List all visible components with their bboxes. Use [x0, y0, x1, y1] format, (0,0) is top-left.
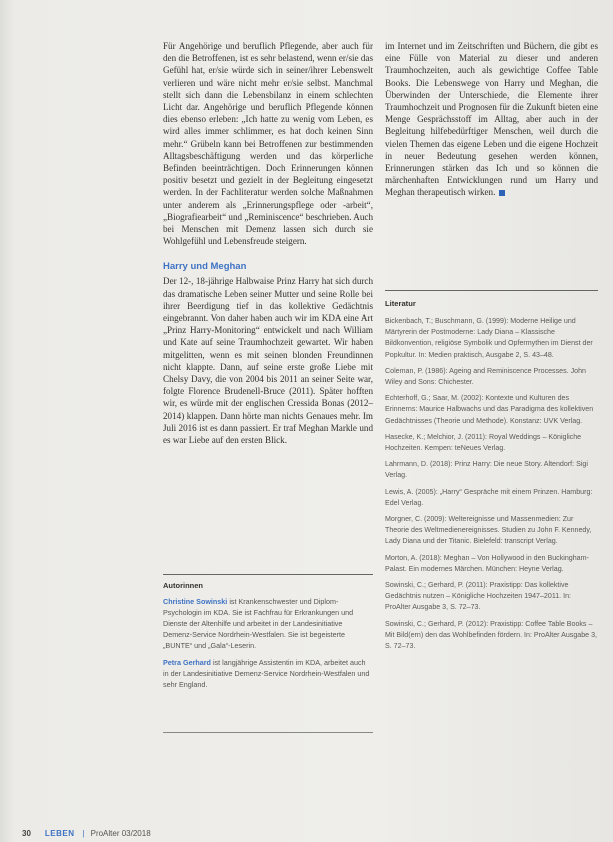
- literature-title: Literatur: [385, 299, 416, 308]
- author-bio: ist langjährige Assistentin im KDA, arbeitet auch in der Landesinitiative Demenz-Service Nordrhein-Westfalen und sehr England.: [163, 658, 370, 689]
- divider: [163, 732, 373, 733]
- literature-entry: Sowinski, C.; Gerhard, P. (2012): Praxistipp: Coffee Table Books – Mit Bild(ern) den das Wohlbefinden fördern. In: ProAlter Ausgabe 3, S. 72–73.: [385, 619, 598, 651]
- author-name: Petra Gerhard: [163, 658, 211, 667]
- author-entry: [163, 596, 373, 651]
- literature-box: [385, 290, 598, 657]
- footer-separator: |: [82, 828, 85, 838]
- literature-entry: Morton, A. (2018): Meghan – Von Hollywood in den Buckingham-Palast. Ein modernes Märchen. München: Heyne Verlag.: [385, 553, 589, 573]
- authors-box: [163, 574, 373, 696]
- left-column: [163, 40, 373, 446]
- literature-entry: Lewis, A. (2005): „Harry“ Gespräche mit einem Prinzen. Hamburg: Edel Verlag.: [385, 487, 593, 507]
- body-paragraph: [385, 40, 598, 199]
- author-entry: [163, 657, 373, 690]
- body-paragraph-text: im Internet und im Zeitschriften und Büchern, die gibt es eine Fülle von Material zu dieser und anderen Traumhochzeiten, auch als gewichtige Coffee Table Books. Die Lebenswege von Harry und Meghan, die Überwinden der Unterschiede, die Elemente ihrer Traumhochzeit und Prognosen für die Zukunft bieten eine Menge Gesprächsstoff im Alltag, aber auch in der Begleitung hilfebedürftiger Menschen, weil durch die vielen Themen das eigene Leben und die eigene Hochzeit in neuer Bedeutung gesehen werden können, Erinnerungen stärken das Ich und so können die märchenhaften Entwicklungen rund um Harry und Meghan therapeutisch wirken.: [385, 41, 598, 198]
- end-of-article-square-icon: [499, 190, 505, 196]
- right-column: [385, 40, 598, 199]
- literature-entry: Morgner, C. (2009): Weltereignisse und Massenmedien: Zur Theorie des Weltmedienereignisses. Studien zu John F. Kennedy, Lady Diana und der Titanic. Bielefeld: transcript Verlag.: [385, 515, 592, 546]
- literature-entry: Lahrmann, D. (2018): Prinz Harry: Die neue Story. Altendorf: Sigi Verlag.: [385, 460, 588, 480]
- section-name: LEBEN: [44, 828, 75, 838]
- page-footer: [22, 826, 151, 840]
- author-bio: ist Krankenschwester und Diplom-Psychologin im KDA. Sie ist Fachfrau für Erkrankungen und Dienste der Altenhilfe und arbeitet in der Landesinitiative Demenz-Service Nordrhein-Westfalen. Sie ist begeisterte „BUNTE“ und „Gala“-Leserin.: [163, 597, 354, 650]
- literature-entry: Sowinski, C.; Gerhard, P. (2011): Praxistipp: Das kollektive Gedächtnis nutzen – Königliche Hochzeiten 1947–2011. In: ProAlter Ausgabe 3, S. 72–73.: [385, 581, 572, 612]
- journal-issue: ProAlter 03/2018: [90, 828, 151, 838]
- body-paragraph: Für Angehörige und beruflich Pflegende, aber auch für den die Betroffenen, ist es sehr belastend, wenn er/sie das Gefühl hat, er/sie würde sich in seiner/ihrer Lebenswelt verlieren und wäre nicht mehr er/sie selbst. Manchmal stellt sich dann die Lebensbilanz in einem schlechten Licht dar. Angehörige und beruflich Pflegende können dies ebenso erleben: „Ich hatte zu wenig vom Leben, es wird alles immer schlimmer, es hat doch keinen Sinn mehr.“ Grübeln kann bei Betroffenen zur bestimmenden Alltagsbeschäftigung werden und das körperliche Befinden beeinträchtigen. Doch Erinnerungen können positiv besetzt und gezielt in der Begleitung eingesetzt werden. In der Fachliteratur werden solche Maßnahmen unter anderem als „Erinnerungspflege oder -arbeit“, „Biografiearbeit“ und „Reminiscence“ beschrieben. Auch bei Menschen mit Demenz lassen sich durch sie Wohlgefühl und Lebensfreude steigern.: [163, 41, 373, 247]
- author-name: Christine Sowinski: [163, 597, 228, 606]
- literature-entry: Echterhoff, G.; Saar, M. (2002): Kontexte und Kulturen des Erinnerns: Maurice Halbwachs und das Paradigma des kollektiven Gedächtnisses (Theorie und Methode). Konstanz: UVK Verlag.: [385, 394, 594, 425]
- authors-title: Autorinnen: [163, 581, 203, 590]
- section-heading: Harry und Meghan: [163, 261, 247, 273]
- body-paragraph: Der 12-, 18-jährige Halbwaise Prinz Harry hat sich durch das dramatische Leben seiner Mutter und seine Rolle bei ihrer Beerdigung tief in das kollektive Gedächtnis eingebrannt. Von daher haben auch wir im KDA eine Art „Prinz Harry-Monitoring“ entwickelt und nach William und Kate auf seine Traumhochzeit gewartet. Wir haben mitgelitten, wenn es mit seinen blonden Freundinnen nicht klappte. Dann, auf seine erste große Liebe mit Chelsy Davy, die von 2004 bis 2011 an seiner Seite war, folgte Florence Brudenell-Bruce (2011). Später hofften wir, es würde mit der englischen Cressida Bonas (2012–2014) klappen. Dann hörte man nichts Genaues mehr. Im Juli 2016 ist es dann passiert. Er traf Meghan Markle und es war Liebe auf den ersten Blick.: [163, 276, 373, 446]
- literature-entry: Coleman, P. (1986): Ageing and Reminiscence Processes. John Wiley and Sons: Chichester.: [385, 366, 586, 387]
- page-number: 30: [22, 828, 31, 838]
- literature-entry: Hasecke, K.; Melchior, J. (2011): Royal Weddings – Königliche Hochzeiten. Kempen: teNeues Verlag.: [385, 432, 582, 453]
- literature-entry: Bickenbach, T.; Buschmann, G. (1999): Moderne Heilige und Märtyrerin der Postmoderne: Lady Diana – Klassische Bildkonvention, religiöse Symbolik und Opfermythen im Dienst der Popkultur. In: Medien praktisch, Ausgabe 2, S. 43–48.: [385, 317, 593, 359]
